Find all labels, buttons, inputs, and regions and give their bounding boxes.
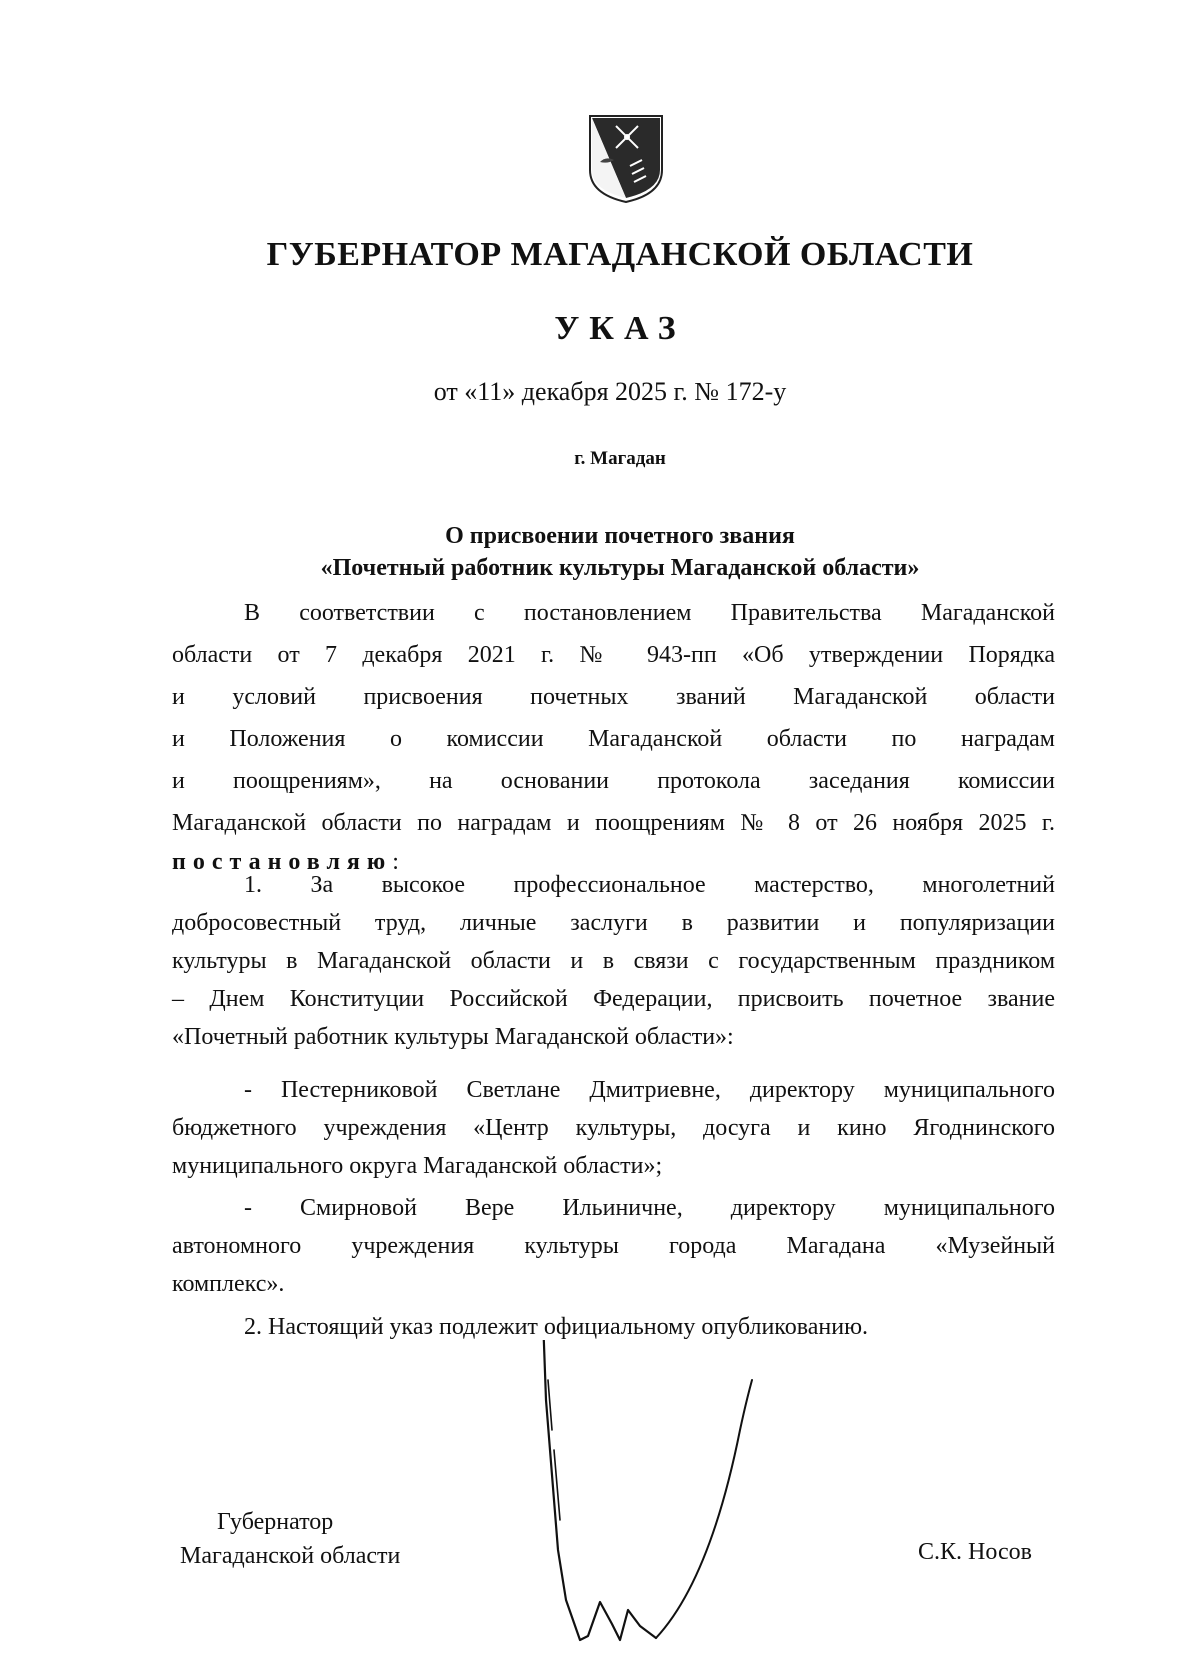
clause-1: [172, 866, 1055, 1056]
subject-line-2: «Почетный работник культуры Магаданской области»: [320, 555, 920, 581]
clause-1-line: добросовестный труд, личные заслуги в развитии и популяризации: [172, 910, 1055, 936]
date-and-number: от «11» декабря 2025 г. № 172-у: [433, 377, 787, 406]
preamble-line: и условий присвоения почетных званий Магаданской области: [172, 684, 1055, 710]
clause-1-line: «Почетный работник культуры Магаданской области»:: [172, 1024, 734, 1050]
awardee-2-line: комплекс».: [172, 1271, 285, 1297]
clause-1-line: 1. За высокое профессиональное мастерство, многолетний: [244, 872, 1055, 898]
awardee-1-line: муниципального округа Магаданской области»;: [172, 1153, 663, 1179]
decree-subject: [0, 520, 1200, 584]
preamble-line: и Положения о комиссии Магаданской области по наградам: [172, 726, 1055, 752]
awardee-1: [172, 1071, 1055, 1185]
clause-1-line: культуры в Магаданской области и в связи с государственным праздником: [172, 948, 1055, 974]
issuing-authority: ГУБЕРНАТОР МАГАДАНСКОЙ ОБЛАСТИ: [266, 236, 974, 273]
awardee-1-line: бюджетного учреждения «Центр культуры, досуга и кино Ягоднинского: [172, 1115, 1055, 1141]
handwritten-signature: [540, 1340, 800, 1660]
preamble-line: области от 7 декабря 2021 г. № 943-пп «Об утверждении Порядка: [172, 642, 1055, 668]
awardee-2-line: автономного учреждения культуры города Магадана «Музейный: [172, 1233, 1055, 1259]
preamble: [172, 592, 1055, 880]
city: г. Магадан: [574, 448, 666, 469]
awardee-1-line: - Пестерниковой Светлане Дмитриевне, директору муниципального: [244, 1077, 1055, 1103]
preamble-line: Магаданской области по наградам и поощрениям № 8 от 26 ноября 2025 г.: [172, 810, 1055, 836]
preamble-line: В соответствии с постановлением Правительства Магаданской: [244, 600, 1055, 626]
subject-line-1: О присвоении почетного звания: [445, 523, 795, 549]
decree-colon: :: [392, 849, 399, 875]
decree-word: постановляю: [172, 849, 393, 875]
signatory-position: [180, 1505, 400, 1573]
document-type: УКАЗ: [554, 310, 686, 347]
coat-of-arms-icon: [586, 112, 666, 204]
signatory-name: С.К. Носов: [918, 1539, 1032, 1565]
clause-1-line: – Днем Конституции Российской Федерации, присвоить почетное звание: [172, 986, 1055, 1012]
awardee-2-line: - Смирновой Вере Ильиничне, директору муниципального: [244, 1195, 1055, 1221]
preamble-line: и поощрениям», на основании протокола заседания комиссии: [172, 768, 1055, 794]
awardee-2: [172, 1189, 1055, 1303]
clause-2-text: 2. Настоящий указ подлежит официальному опубликованию.: [244, 1314, 869, 1340]
signatory-post-line-1: Губернатор: [217, 1509, 334, 1535]
signatory-post-line-2: Магаданской области: [180, 1543, 401, 1569]
